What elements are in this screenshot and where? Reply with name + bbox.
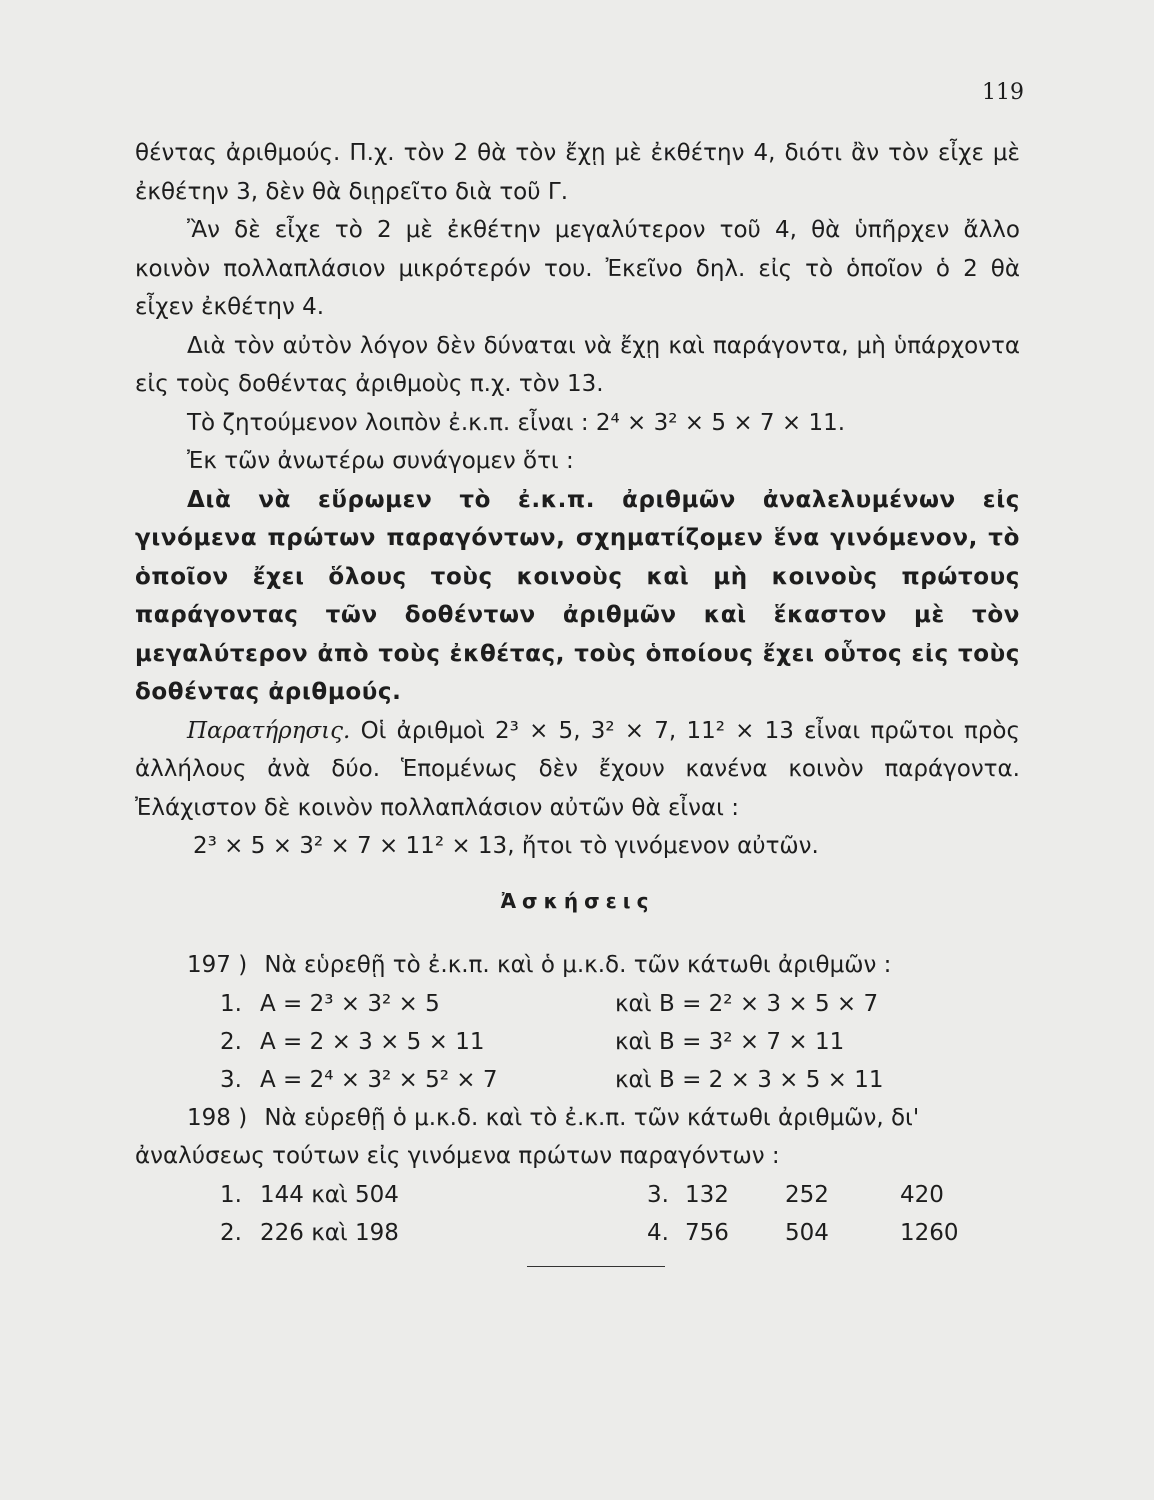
item-values: 226 καὶ 198 [260,1219,399,1246]
item-value: 252 [785,1181,829,1208]
end-rule [527,1266,665,1267]
exercise-198-title-cont: ἀναλύσεως τούτων εἰς γινόμενα πρώτων παραγόντων : [135,1143,780,1169]
item-value: 1260 [900,1219,959,1246]
item-index: 3. [647,1181,669,1208]
item-kai: καὶ [615,990,652,1017]
item-index: 2. [220,1219,242,1246]
remark-text: Οἱ ἀριθμοὶ 2³ × 5, 3² × 7, 11² × 13 εἶναι πρῶτοι πρὸς ἀλλήλους ἀνὰ δύο. Ἑπομένως δὲν ἔχουν κανένα κοινὸν παράγοντα. Ἐλάχιστον δὲ κοινὸν πολλαπλάσιον αὐτῶν θὰ εἶναι : [135,717,1020,821]
exercise-197-item [135,1061,1020,1099]
item-index: 3. [220,1066,242,1093]
item-b: B = 3² × 7 × 11 [659,1028,845,1055]
item-index: 4. [647,1219,669,1246]
item-value: 756 [685,1219,729,1246]
remark [135,712,1020,828]
remark-label: Παρατήρησις. [187,717,351,744]
exercise-197-item [135,1023,1020,1061]
exercise-number: 197 ) [187,952,248,978]
item-index: 1. [220,1181,242,1208]
exercise-198-title [187,1099,1020,1138]
item-value: 132 [685,1181,729,1208]
page-number: 119 [982,80,1024,105]
exercise-text: Νὰ εὑρεθῇ τὸ ἐ.κ.π. καὶ ὁ μ.κ.δ. τῶν κάτωθι ἀριθμῶν : [264,952,892,978]
item-index: 1. [220,990,242,1017]
item-a: A = 2³ × 3² × 5 [260,990,440,1017]
remark-formula: 2³ × 5 × 3² × 7 × 11² × 13, ἤτοι τὸ γινόμενον αὐτῶν. [193,833,819,859]
lcm-rule: Διὰ νὰ εὕρωμεν τὸ ἐ.κ.π. ἀριθμῶν ἀναλελυμένων εἰς γινόμενα πρώτων παραγόντων, σχηματίζομεν ἕνα γινόμενον, τὸ ὁποῖον ἔχει ὅλους τοὺς κοινοὺς καὶ μὴ κοινοὺς πρώτους παράγοντας τῶν δοθέντων ἀριθμῶν καὶ ἕκαστον μὲ τὸν μεγαλύτερον ἀπὸ τοὺς ἐκθέτας, τοὺς ὁποίους ἔχει οὗτος εἰς τοὺς δοθέντας ἀριθμούς. [135,486,1020,705]
item-a: A = 2 × 3 × 5 × 11 [260,1028,485,1055]
paragraph-same-reason: Διὰ τὸν αὐτὸν λόγον δὲν δύναται νὰ ἔχῃ καὶ παράγοντα, μὴ ὑπάρχοντα εἰς τοὺς δοθέντας ἀριθμοὺς π.χ. τὸν 13. [135,332,1020,397]
exercise-198-row [135,1214,1020,1252]
exercise-198-row [135,1176,1020,1214]
exercise-197-item [135,985,1020,1023]
page-body [135,134,1020,1252]
item-kai: καὶ [615,1066,652,1093]
paragraph-lcm-result: Τὸ ζητούμενον λοιπὸν ἐ.κ.π. εἶναι : 2⁴ × 3² × 5 × 7 × 11. [187,409,846,436]
item-value: 504 [785,1219,829,1246]
item-a: A = 2⁴ × 3² × 5² × 7 [260,1066,498,1093]
paragraph-exponent-argument: Ἂν δὲ εἶχε τὸ 2 μὲ ἐκθέτην μεγαλύτερον τοῦ 4, θὰ ὑπῆρχεν ἄλλο κοινὸν πολλαπλάσιον μικρότερόν του. Ἐκεῖνο δηλ. εἰς τὸ ὁποῖον ὁ 2 θὰ εἶχεν ἐκθέτην 4. [135,217,1020,320]
exercise-text: Νὰ εὑρεθῇ ὁ μ.κ.δ. καὶ τὸ ἐ.κ.π. τῶν κάτωθι ἀριθμῶν, δι' [264,1104,920,1131]
item-value: 420 [900,1181,944,1208]
paragraph-conclusion-intro: Ἐκ τῶν ἀνωτέρω συνάγομεν ὅτι : [187,448,574,474]
exercises-heading: Ἀσκήσεις [500,888,655,913]
exercise-number: 198 ) [187,1104,248,1131]
item-values: 144 καὶ 504 [260,1181,399,1208]
item-kai: καὶ [615,1028,652,1055]
item-b: B = 2 × 3 × 5 × 11 [659,1066,884,1093]
item-index: 2. [220,1028,242,1055]
paragraph-continuation: θέντας ἀριθμούς. Π.χ. τὸν 2 θὰ τὸν ἔχῃ μὲ ἐκθέτην 4, διότι ἂν τὸν εἶχε μὲ ἐκθέτην 3, δὲν θὰ διῃρεῖτο διὰ τοῦ Γ. [135,140,1020,205]
item-b: B = 2² × 3 × 5 × 7 [659,990,879,1017]
exercise-197-title [187,946,1020,985]
